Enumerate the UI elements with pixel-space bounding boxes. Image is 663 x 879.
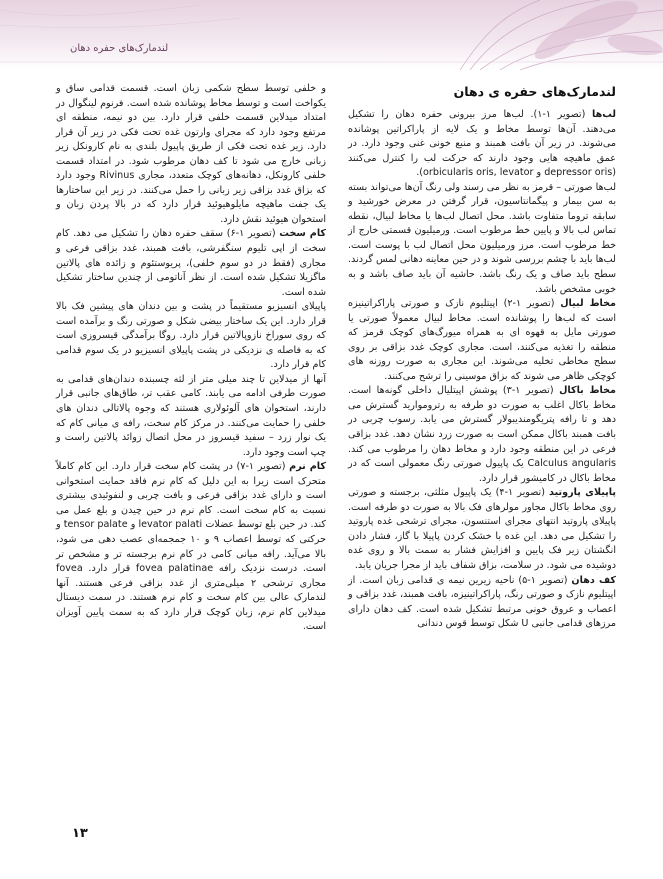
paragraph-text: (تصویر ۱-۳) پوشش اپیتلیال داخلی گونه‌ها است. مخاط باکال اغلب به صورت دو طرفه به رتروموارید گسترش می دهد و تا رافه پتریگومندیبولار گسترش می یابد. رسوب چربی در بافت همبند باکال ممکن است به صورت زرد نشان دهد. غدد بزاقی فرعی در این منطقه وجود دارد و مخاط دهان را مرطوب می کند. Calculus angularis یک پاپیول صورتی رنگ معمولی است که در مخاط باکال در کامیشور قرار دارد. <box>348 385 616 484</box>
term: مخاط لبیال <box>560 298 616 310</box>
term: مخاط باکال <box>559 385 616 397</box>
paragraph-lip-color <box>348 181 616 297</box>
term: کام نرم <box>289 461 326 473</box>
paragraph-lips <box>348 108 616 181</box>
term: کام سخت <box>279 228 326 240</box>
term: کف دهان <box>571 574 616 586</box>
paragraph-text: (تصویر ۱-۶) سقف حفره دهان را تشکیل می دهد. کام سخت از اپی تلیوم سنگفرشی، بافت همبند، غدد بزاقی فرعی و مجاری (فقط در دو سوم خلفی)، پریوستئوم و زائده های پالاتین ماگزیلا تشکیل شده است. از نظر آناتومی از چندین ساختار تشکیل شده است. <box>56 228 326 298</box>
right-column <box>348 108 616 632</box>
paragraph-text: لب‌ها صورتی – قرمز به نظر می رسند ولی رنگ آن‌ها می‌تواند بسته به سن بیمار و پیگمانتاسیون، قرار گرفتن در معرض خورشید و سابقه تروما متفاوت باشد. محل اتصال لب‌ها یا مخاط لبیال، نقطه تماس لب بالا و پایین خط مرطوب است. ورمیلیون قسمتی خارج از خط مرطوب است. مرز ورمیلیون محل اتصال لب با پوست است. لب‌ها باید با چشم بررسی شوند و در حین معاینه دهانی لمس گردند. سطح باید صاف و یک رنگ باشد. حاشیه آن باید صاف باشد و به خوبی مشخص باشد. <box>348 181 616 295</box>
term: پاپیلای پاروتید <box>549 487 616 499</box>
page-number: ۱۳ <box>72 826 88 841</box>
paragraph-palatal-vaults <box>56 373 326 460</box>
paragraph-text: آنها از میدلاین تا چند میلی متر از لثه چسبنده دندان‌های قدامی به صورت طرفی ادامه می یابند. کامی عقب تر، طاق‌های جانبی قرار دارند، استخوان های آلوئولاری هستند که وجوه پالاتالی دندان های خلفی را حمایت می‌کنند. در مرکز کام سخت، رافه ی میانی کام که یک نوار زرد – سفید قیسروز در محل اتصال زوائد پالاتین راست و چپ است وجود دارد. <box>56 373 326 458</box>
paragraph-parotid-papilla <box>348 486 616 573</box>
paragraph-floor-of-mouth <box>348 574 616 632</box>
paragraph-labial-mucosa <box>348 297 616 384</box>
paragraph-incisive-papilla <box>56 300 326 373</box>
paragraph-soft-palate <box>56 460 326 635</box>
paragraph-text: (تصویر ۱-۴) یک پاپیول مثلثی، برجسته و صورتی روی مخاط باکال مجاور مولرهای فک بالا به صورت دو طرفه است. پاپیلای پاروتید انتهای مجرای استنسون، مجرای ترشحی غده پاروتید را تشکیل می دهد. این غده با خشک کردن پاپیلا با گاز، فشار دادن انگشتان زیر فک پایین و افزایش فشار به سمت بالا و روی غده دوشیده می شود. در سلامت، بزاق شفاف باید از مجرا جریان یابد. <box>348 487 616 571</box>
paragraph-text: (تصویر ۱-۵) ناحیه زیرین نیمه ی قدامی زبان است. از اپیتلیوم نازک و صورتی رنگ، پاراکراتینیزه، بافت همبند، غدد بزاقی و اعصاب و عروق خونی مرتبط تشکیل شده است. کف دهان دارای مرزهای قدامی جانبی U شکل توسط قوس دندانی <box>348 574 616 630</box>
header-band <box>0 0 663 70</box>
paragraph-text: (تصویر ۱-۱). لب‌ها مرز بیرونی حفره دهان را تشکیل می‌دهند. آن‌ها توسط مخاط و یک لایه از پاراکراتین پوشانده می‌شوند. در زیر آن بافت همبند و منبع خونی غنی وجود دارد. در عمق ماهیچه هایی وجود دارند که حرکت لب را کنترل می‌کنند (depressor oris و orbicularis oris, levator). <box>348 109 616 179</box>
paragraph-text: پاپیلای انسیزیو مستقیماً در پشت و بین دندان های پیشین فک بالا قرار دارد. این یک ساختار بیضی شکل و صورتی رنگ و برآمده است که روی سوراخ نازوپالاتین قرار دارد. روگا برآمدگی قیسروزی است که به فاصله ی نزدیکی در پشت پاپیلای انسیزیو در یک سوم قدامی کام قرار دارد. <box>56 301 326 371</box>
term: لب‌ها <box>591 109 616 120</box>
running-head: لندمارک‌های حفره دهان <box>70 43 169 54</box>
paragraph-floor-continued <box>56 82 326 227</box>
paragraph-text: (تصویر ۱-۷) در پشت کام سخت قرار دارد. این کام کاملاً متحرک است زیرا به این دلیل که کام نرم فاقد حمایت استخوانی است و دارای غدد بزاقی فرعی و بافت چربی و لنفوئیدی بیشتری نسبت به کام سخت است. کام نرم در حین چیدن و بلع عمل می کند. در حین بلع توسط عضلات levator palati و tensor palate و حرکتی که توسط اعصاب ۹ و ۱۰ جمجمه‌ای عصب دهی می شود، بالا می‌آید. رافه میانی کامی در کام نرم برجسته تر و مشخص تر است. درست نزدیک رافه fovea palatinae قرار دارد. fovea مجاری ترشحی ۲ میلی‌متری از غدد بزاقی فرعی هستند. آنها لندمارک عالی بین کام سخت و کام نرم هستند. در سمت دیستال میدلاین کام نرم، زبان کوچک قرار دارد که به سمت پایین آویزان است. <box>56 461 327 633</box>
floral-decoration <box>0 0 663 70</box>
paragraph-text: (تصویر ۱-۲) اپیتلیوم نازک و صورتی پاراکراتینیزه است که لب‌ها را پوشانده است. مخاط لبیال معمولاً صورتی یا صورتی مایل به قهوه ای به همراه میورگ‌های کوچک قرمز که منطقه را تغذیه می‌کنند، است. مجاری کوچک غدد بزاقی بر روی سطح مخاطی تخلیه می‌شوند. این مجاری به صورت روزنه های کوچکی ظاهر می شوند که بزاق موسینی را ترشح می‌کنند. <box>348 298 616 382</box>
section-title: لندمارک‌های حفره ی دهان <box>453 84 616 99</box>
paragraph-text: و خلفی توسط سطح شکمی زبان است. قسمت قدامی ساق و یکواخت است و توسط مخاط پوشانده شده است. فرنوم لینگوال در امتداد میدلاین قسمت خلفی قرار دارد. بین دو نیمه، منطقه ای مرتفع وجود دارد که مجرای وارتون غده تحت فکی در زیر آن قرار دارد. زیر غده تحت فکی از طریق پاپیول بلندی به نام کارونکل زیر زبانی خارج می شود تا کف دهان مرطوب شود. در امتداد قسمت خلفی کارونکل، دهانه‌های کوچک متعدد، مجاری Rivinus وجود دارد که بزاق غدد بزاقی زیر زبانی را حمل می‌کنند. در زیر این ساختارها یک جفت ماهیچه مایلوهیوئید قرار دارد که در بالا پردن زبان و استخوان هیوئید نقش دارد. <box>56 83 327 225</box>
paragraph-buccal-mucosa <box>348 384 616 486</box>
paragraph-hard-palate <box>56 227 326 300</box>
left-column <box>56 82 326 635</box>
